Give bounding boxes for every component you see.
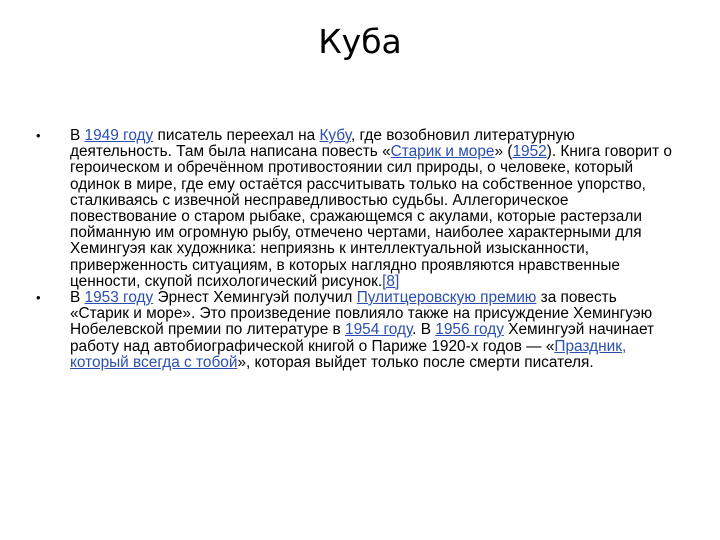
- body-text: ). Книга говорит о героическом и обречённом противостоянии сил природы, о человеке, который одинок в мире, где ему остаётся рассчитывать только на собственное упорство, сталкиваясь с извечной несправедливостью судьбы. Аллегорическое повествование о старом рыбаке, сражающемся с акулами, которые растерзали пойманную им огромную рыбу, отмечено чертами, наиболее характерными для Хемингуэя как художника: неприязнь к интеллектуальной изысканности, приверженность ситуациям, в которых наглядно проявляются нравственные ценности, скупой психологический рисунок.: [70, 143, 672, 290]
- body-text: Хемингуэй начинает работу над автобиографической книгой о Париже 1920-х годов — «: [70, 321, 655, 355]
- hyperlink[interactable]: 1954 году: [345, 321, 413, 339]
- hyperlink[interactable]: Старик и море: [390, 143, 495, 161]
- hyperlink[interactable]: 1949 году: [84, 127, 154, 144]
- body-text: за повесть «Старик и море». Это произведение повлияло также на присуждение Хемингуэю Нобелевской премии по литературе в: [70, 289, 653, 339]
- hyperlink[interactable]: 1952: [512, 143, 547, 161]
- body-text: писатель переехал на: [153, 127, 320, 144]
- body-text: В: [70, 289, 85, 307]
- body-text: », которая выйдет только после смерти писателя.: [237, 353, 594, 371]
- bullet-marker: •: [36, 290, 41, 306]
- hyperlink[interactable]: Пулитцеровскую премию: [356, 289, 537, 307]
- body-text: Эрнест Хемингуэй получил: [153, 289, 357, 307]
- bullet-item: [36, 128, 676, 290]
- hyperlink[interactable]: 1956 году: [435, 321, 504, 339]
- body-text: , где возобновил литературную деятельность. Там была написана повесть «: [70, 127, 575, 161]
- hyperlink[interactable]: Праздник, который всегда с тобой: [70, 337, 627, 371]
- hyperlink[interactable]: Кубу: [319, 127, 351, 144]
- hyperlink[interactable]: 1953 году: [84, 289, 154, 307]
- body-text: В: [70, 127, 85, 144]
- slide-title: Куба: [318, 22, 402, 61]
- bullet-item: [36, 290, 676, 371]
- bullet-marker: •: [36, 128, 41, 143]
- hyperlink[interactable]: [8]: [382, 272, 400, 290]
- body-text: » (: [494, 143, 513, 161]
- body-text: . В: [412, 321, 436, 339]
- bullet-list: [36, 128, 676, 371]
